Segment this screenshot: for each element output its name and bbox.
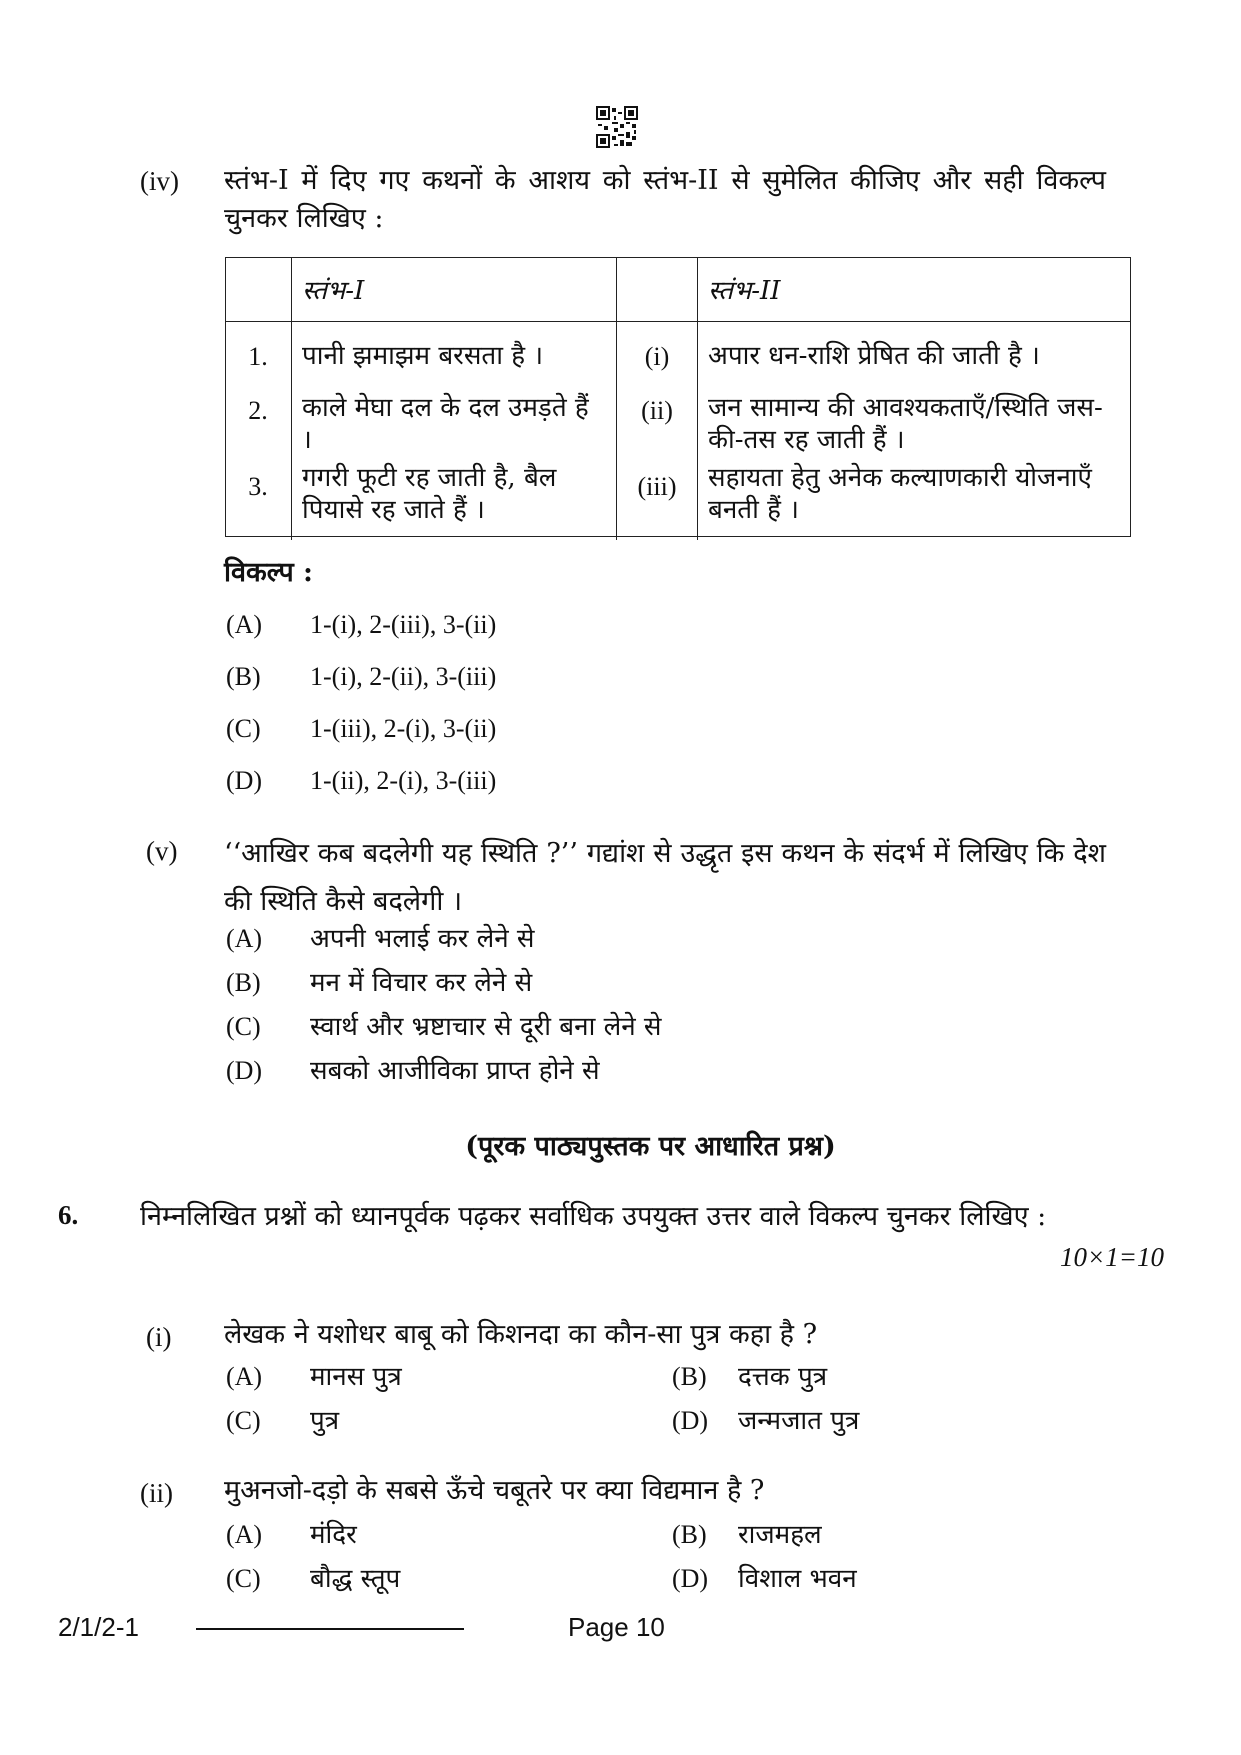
row-roman: (i) [617, 322, 698, 393]
question-6-ii-text: मुअनजो-दड़ो के सबसे ऊँचे चबूतरे पर क्या विद्यमान है ? [224, 1475, 765, 1506]
option-text: पुत्र [310, 1406, 340, 1436]
page-number: Page 10 [568, 1612, 665, 1642]
footer-divider [196, 1628, 464, 1630]
qr-code-icon [596, 106, 638, 148]
question-6-ii-number: (ii) [140, 1478, 173, 1508]
paper-code: 2/1/2-1 [58, 1612, 139, 1642]
option-text: मानस पुत्र [310, 1362, 402, 1392]
option-text: सबको आजीविका प्राप्त होने से [310, 1056, 600, 1086]
option-text: अपनी भलाई कर लेने से [310, 924, 535, 954]
row-number: 1. [225, 322, 292, 393]
option-label: (A) [226, 1520, 263, 1549]
option-text: मंदिर [310, 1520, 357, 1550]
option-label: (C) [226, 714, 261, 743]
option-text: 1-(iii), 2-(i), 3-(ii) [310, 714, 497, 743]
question-6-number: 6. [58, 1200, 79, 1230]
option-label: (A) [226, 1362, 263, 1391]
option-label: (B) [226, 662, 261, 691]
row-roman: (iii) [617, 462, 698, 540]
row-right-text: सहायता हेतु अनेक कल्याणकारी योजनाएँ बनती हैं । [708, 463, 1092, 525]
row-left-text: गगरी फूटी रह जाती है, बैल पियासे रह जाते हैं । [292, 462, 617, 540]
marks-label: 10×1=10 [1060, 1242, 1164, 1272]
question-v-text: ‘‘आखिर कब बदलेगी यह स्थिति ?’’ गद्यांश से उद्धृत इस कथन के संदर्भ में लिखिए कि देश की स्थिति कैसे बदलेगी । [224, 838, 1106, 917]
match-table [225, 257, 1131, 540]
table-row [225, 322, 1131, 393]
table-row [225, 462, 1131, 540]
option-label: (D) [672, 1564, 709, 1593]
question-iv-text: स्तंभ-I में दिए गए कथनों के आशय को स्तंभ-II से सुमेलित कीजिए और सही विकल्प चुनकर लिखिए : [224, 165, 1106, 234]
option-label: (A) [226, 924, 263, 953]
option-text: मन में विचार कर लेने से [310, 968, 533, 998]
option-label: (D) [226, 1056, 263, 1085]
section-heading: (पूरक पाठ्यपुस्तक पर आधारित प्रश्न) [465, 1131, 836, 1162]
option-label: (B) [672, 1520, 707, 1549]
row-left-text: पानी झमाझम बरसता है । [292, 322, 617, 393]
option-text: जन्मजात पुत्र [738, 1406, 860, 1436]
row-right-text: अपार धन-राशि प्रेषित की जाती है । [708, 341, 1040, 371]
option-label: (B) [226, 968, 261, 997]
option-text: 1-(i), 2-(ii), 3-(iii) [310, 662, 497, 691]
question-6-text: निम्नलिखित प्रश्नों को ध्यानपूर्वक पढ़कर सर्वाधिक उपयुक्त उत्तर वाले विकल्प चुनकर लिखिए : [140, 1201, 1047, 1232]
option-text: 1-(i), 2-(iii), 3-(ii) [310, 610, 497, 639]
column-2-header: स्तंभ-II [698, 257, 1132, 322]
option-label: (C) [226, 1012, 261, 1041]
option-text: दत्तक पुत्र [738, 1362, 828, 1392]
row-number: 2. [225, 392, 292, 462]
option-text: राजमहल [738, 1520, 822, 1550]
option-text: 1-(ii), 2-(i), 3-(iii) [310, 766, 497, 795]
row-right-text: जन सामान्य की आवश्यकताएँ/स्थिति जस-की-तस रह जाती हैं । [708, 393, 1103, 455]
option-text: विशाल भवन [738, 1564, 857, 1594]
match-table-header [225, 257, 1131, 322]
option-text: बौद्ध स्तूप [310, 1564, 401, 1594]
question-iv-number: (iv) [140, 166, 179, 196]
option-label: (C) [226, 1406, 261, 1435]
option-label: (D) [226, 766, 263, 795]
question-6-i-number: (i) [146, 1322, 172, 1352]
question-6-i-text: लेखक ने यशोधर बाबू को किशनदा का कौन-सा पुत्र कहा है ? [224, 1319, 818, 1350]
option-label: (B) [672, 1362, 707, 1391]
row-number: 3. [225, 462, 292, 540]
row-left-text: काले मेघा दल के दल उमड़ते हैं । [292, 392, 617, 462]
option-label: (C) [226, 1564, 261, 1593]
row-roman: (ii) [617, 392, 698, 462]
option-label: (A) [226, 610, 263, 639]
options-heading: विकल्प : [224, 557, 314, 588]
option-label: (D) [672, 1406, 709, 1435]
table-row [225, 392, 1131, 462]
column-1-header: स्तंभ-I [292, 257, 617, 322]
question-v-number: (v) [146, 836, 178, 866]
option-text: स्वार्थ और भ्रष्टाचार से दूरी बना लेने से [310, 1012, 662, 1042]
